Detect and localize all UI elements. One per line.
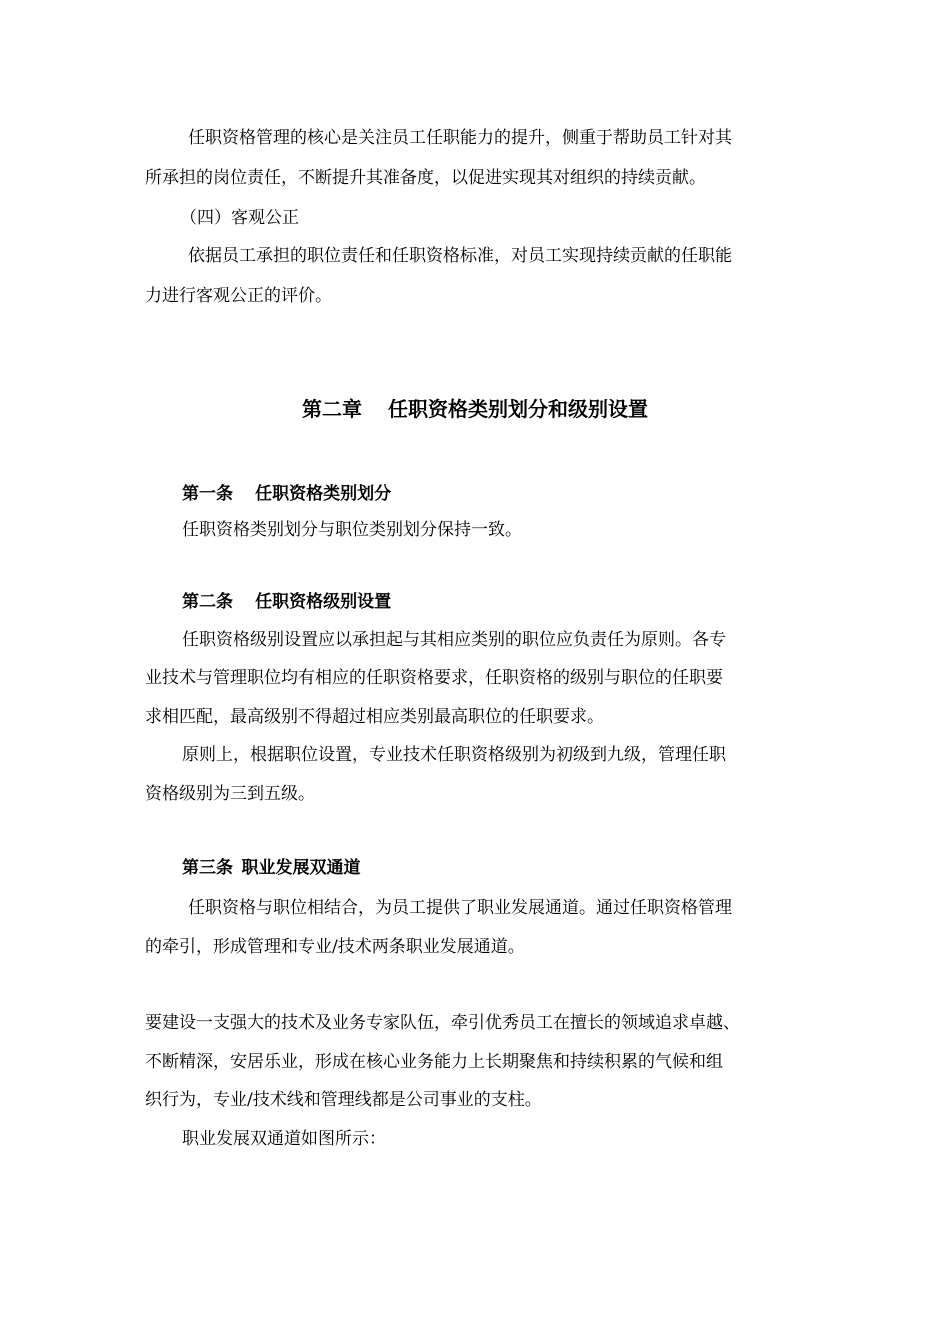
article-3-line-3: 要建设一支强大的技术及业务专家队伍，牵引优秀员工在擅长的领域追求卓越、 (145, 1013, 740, 1033)
paragraph-objective-line-1: 依据员工承担的职位责任和任职资格标准，对员工实现持续贡献的任职能 (188, 246, 732, 266)
chapter-title: 任职资格类别划分和级别设置 (388, 397, 648, 421)
article-2-heading (182, 592, 391, 612)
article-3-line-2: 的牵引，形成管理和专业/技术两条职业发展通道。 (145, 937, 525, 957)
article-1-line-1: 任职资格类别划分与职位类别划分保持一致。 (182, 520, 522, 540)
article-2-number: 第二条 (182, 592, 233, 612)
chapter-number: 第二章 (302, 397, 362, 421)
chapter-heading (0, 397, 950, 421)
article-1-number: 第一条 (182, 484, 233, 504)
article-2-title: 任职资格级别设置 (255, 592, 392, 612)
article-2-line-1: 任职资格级别设置应以承担起与其相应类别的职位应负责任为原则。各专 (182, 630, 726, 650)
article-1-title: 任职资格类别划分 (255, 484, 392, 504)
article-3-line-5: 织行为，专业/技术线和管理线都是公司事业的支柱。 (145, 1090, 542, 1110)
article-3-heading (182, 858, 361, 878)
paragraph-core-line-1: 任职资格管理的核心是关注员工任职能力的提升，侧重于帮助员工针对其 (188, 128, 732, 148)
article-2-line-3: 求相匹配，最高级别不得超过相应类别最高职位的任职要求。 (145, 707, 604, 727)
paragraph-core-line-2: 所承担的岗位责任，不断提升其准备度，以促进实现其对组织的持续贡献。 (145, 168, 706, 188)
article-2-line-4: 原则上，根据职位设置，专业技术任职资格级别为初级到九级，管理任职 (182, 745, 726, 765)
article-2-line-5: 资格级别为三到五级。 (145, 784, 315, 804)
paragraph-objective-line-2: 力进行客观公正的评价。 (145, 286, 332, 306)
article-3-line-1: 任职资格与职位相结合，为员工提供了职业发展通道。通过任职资格管理 (188, 898, 732, 918)
item-objective-fair: （四）客观公正 (180, 208, 299, 228)
article-3-line-4: 不断精深，安居乐业，形成在核心业务能力上长期聚焦和持续积累的气候和组 (145, 1052, 723, 1072)
article-3-line-6: 职业发展双通道如图所示： (182, 1129, 386, 1149)
article-1-heading (182, 484, 391, 504)
article-3-number: 第三条 (182, 858, 233, 878)
article-2-line-2: 业技术与管理职位均有相应的任职资格要求，任职资格的级别与职位的任职要 (145, 668, 723, 688)
article-3-title: 职业发展双通道 (241, 858, 361, 878)
